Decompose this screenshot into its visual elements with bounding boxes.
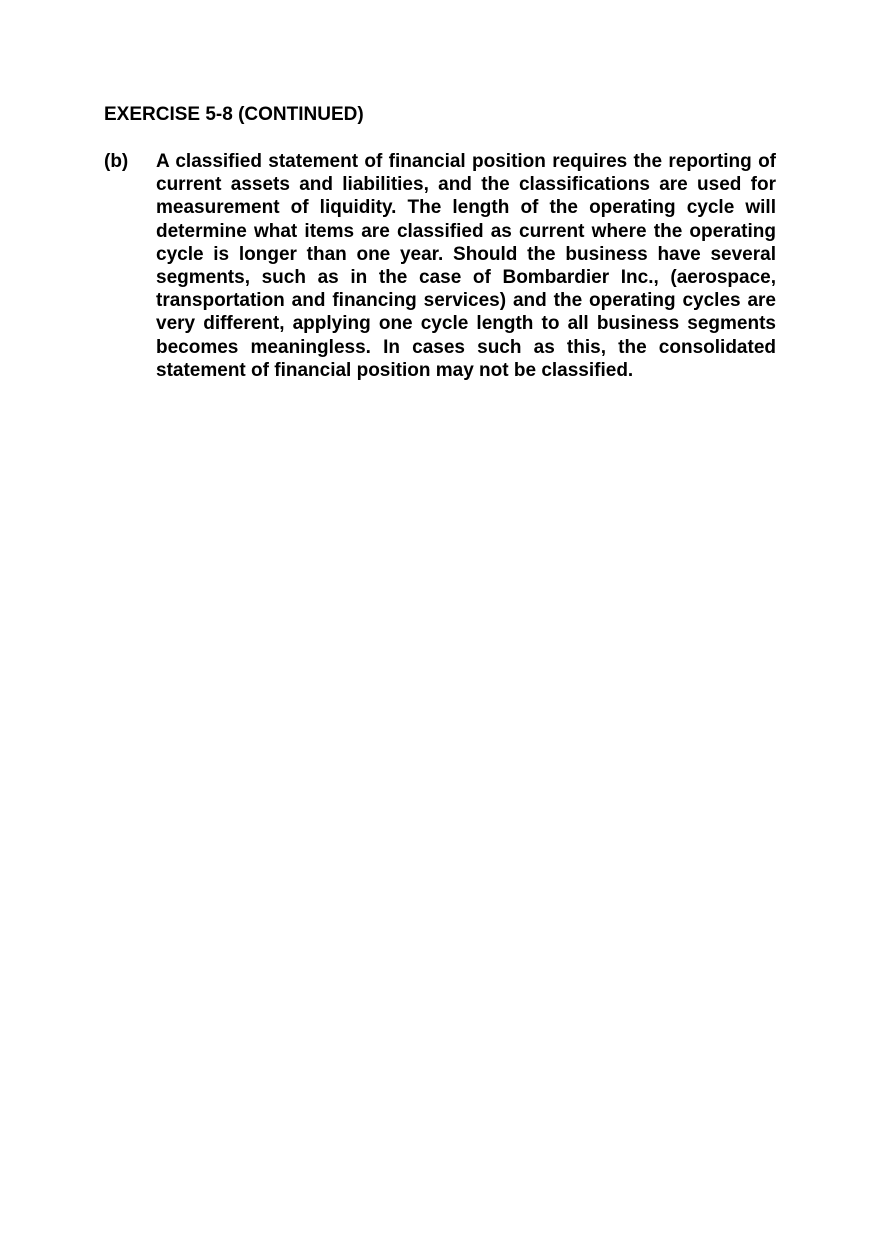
exercise-heading: EXERCISE 5-8 (CONTINUED) (104, 104, 364, 125)
item-paragraph: A classified statement of financial position requires the reporting of current assets and liabilities, and the classifications are used for measurement of liquidity. The length of the operating cycle will determine what items are classified as current where the operating cycle is longer than one year. Should the business have several segments, such as in the case of Bombardier Inc., (aerospace, transportation and financing services) and the operating cycles are very different, applying one cycle length to all business segments becomes meaningless. In cases such as this, the consolidated statement of financial position may not be classified. (156, 151, 776, 381)
item-label: (b) (104, 151, 129, 172)
